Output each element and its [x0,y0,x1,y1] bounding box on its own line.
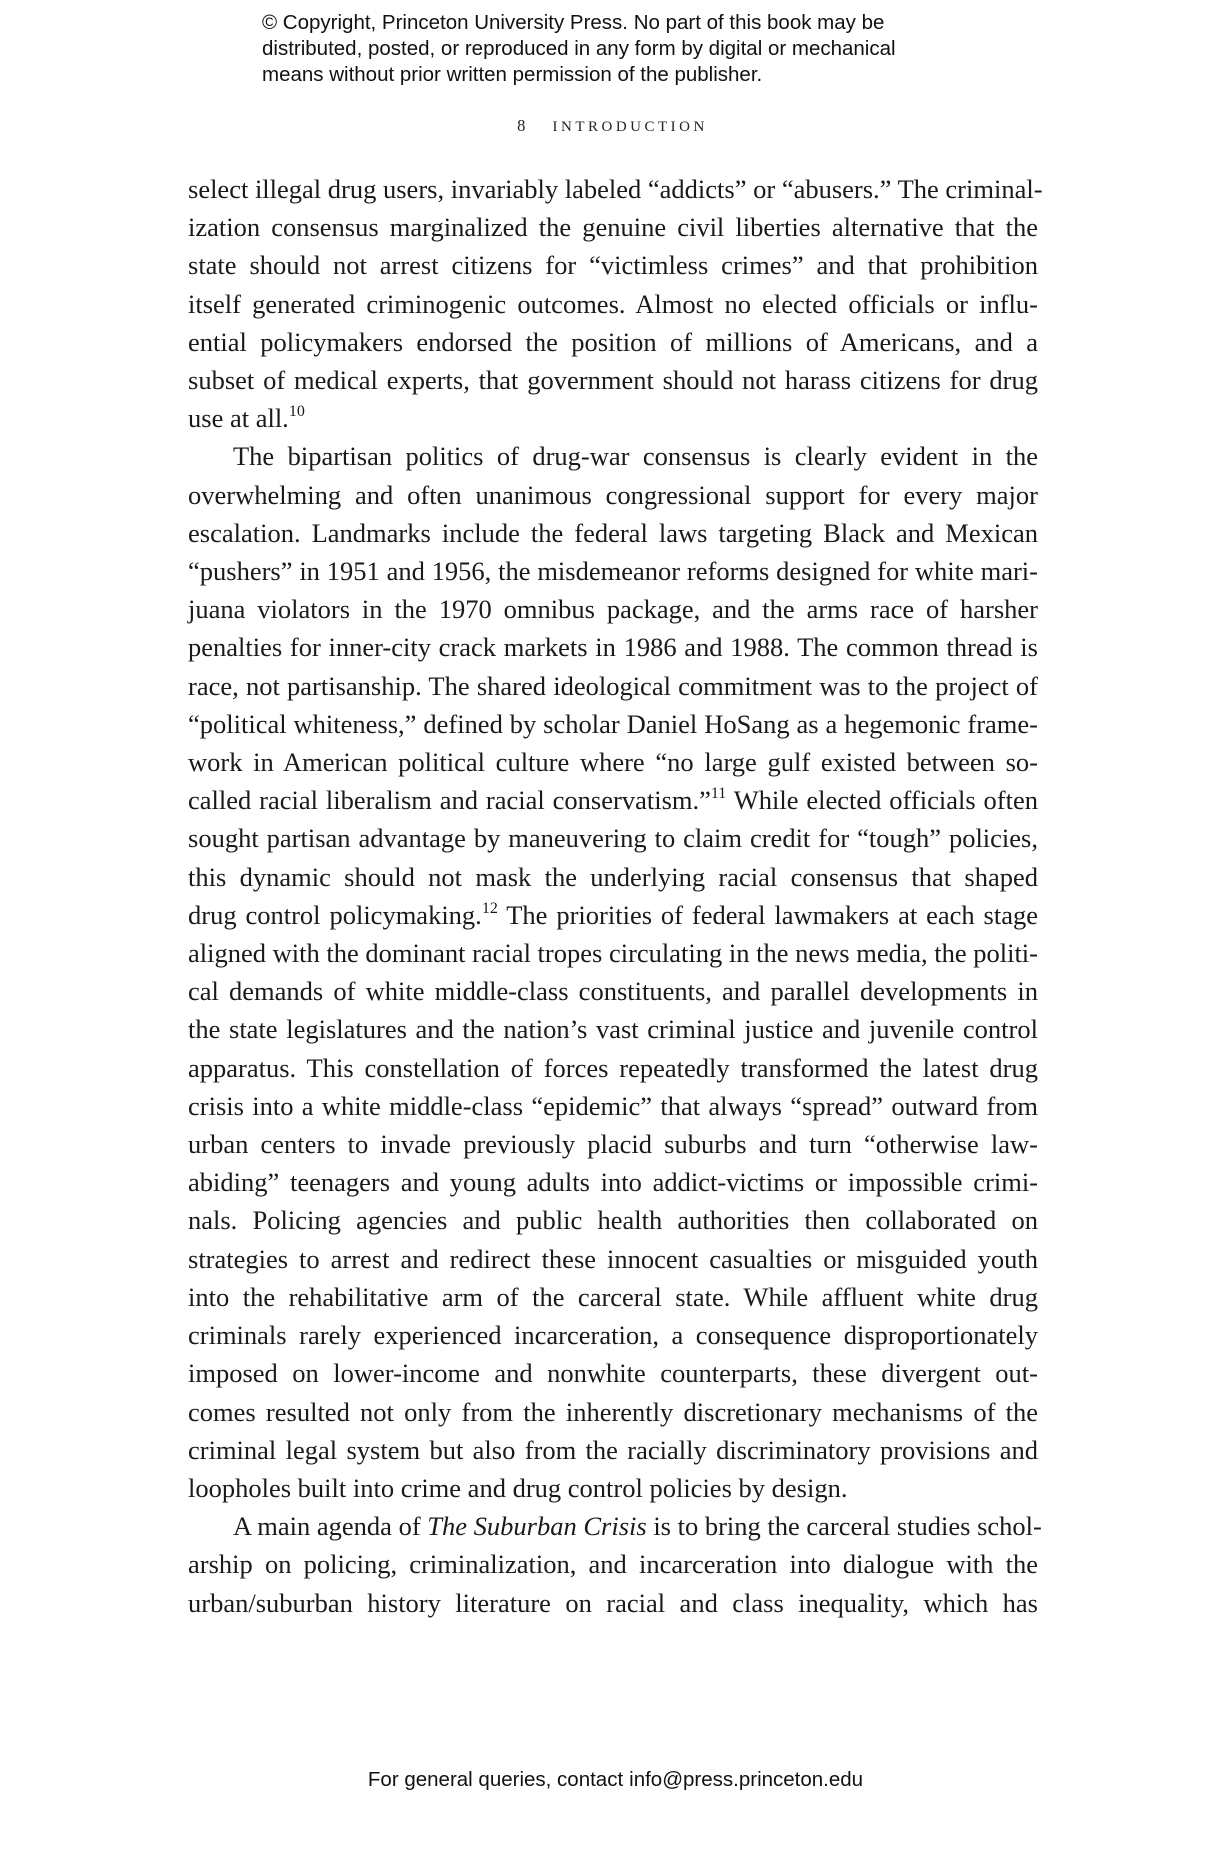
text-line: work in American political culture where “no large gulf existed between so- [188,747,1038,778]
text-line: aligned with the dominant racial tropes circulating in the news media, the politi- [188,938,1038,969]
text-line: sought partisan advantage by maneuvering to claim credit for “tough” policies, [188,823,1038,854]
body-text [188,170,1043,1622]
text-line: this dynamic should not mask the underlying racial consensus that shaped [188,861,1038,892]
text-line: penalties for inner-city crack markets in 1986 and 1988. The common thread is [188,632,1038,663]
text-line: criminals rarely experienced incarceration, a consequence disproportionately [188,1320,1038,1351]
text-line: select illegal drug users, invariably labeled “addicts” or “abusers.” The criminal- [188,174,1043,204]
section-title: introduction [552,112,708,136]
text-segment: is to bring the carceral studies schol- [646,1511,1042,1542]
paragraph [188,437,1038,1507]
copyright-line: © Copyright, Princeton University Press. No part of this book may be [262,11,885,34]
text-line: into the rehabilitative arm of the carceral state. While affluent white drug [188,1281,1038,1312]
page-number: 8 [517,116,527,135]
text-line: juana violators in the 1970 omnibus package, and the arms race of harsher [188,594,1038,625]
footer-label: For general queries, contact [367,1768,624,1791]
text-segment: A main agenda of [233,1511,428,1542]
footer [0,1768,1225,1792]
text-line: race, not partisanship. The shared ideological commitment was to the project of [188,670,1038,701]
copyright-line: distributed, posted, or reproduced in any form by digital or mechanical [262,37,896,60]
text-line: urban/suburban history literature on racial and class inequality, which has [188,1587,1038,1618]
text-line: “pushers” in 1951 and 1956, the misdemeanor reforms designed for white mari- [188,556,1038,587]
footnote-marker[interactable]: 10 [288,403,305,421]
paragraph [188,1507,1042,1622]
book-title: The Suburban Crisis [427,1511,647,1542]
running-head [0,112,1225,137]
text-line: apparatus. This constellation of forces repeatedly transformed the latest drug [188,1052,1038,1083]
text-segment: use at all. [188,403,289,434]
text-line: criminal legal system but also from the racially discriminatory provisions and [188,1434,1038,1465]
text-line [188,781,1038,819]
text-line: overwhelming and often unanimous congressional support for every major [188,479,1038,510]
text-line: urban centers to invade previously placid suburbs and turn “otherwise law- [188,1129,1038,1160]
footnote-marker[interactable]: 11 [710,785,727,803]
text-segment: drug control policymaking. [188,899,482,930]
text-line: ential policymakers endorsed the position of millions of Americans, and a [188,326,1038,357]
text-line: escalation. Landmarks include the federal laws targeting Black and Mexican [188,517,1038,548]
text-line: crisis into a white middle-class “epidemic” that always “spread” outward from [188,1090,1038,1121]
text-line: abiding” teenagers and young adults into addict-victims or impossible crimi- [188,1167,1038,1198]
text-line: cal demands of white middle-class constituents, and parallel developments in [188,976,1038,1007]
text-line: subset of medical experts, that government should not harass citizens for drug [188,365,1038,396]
text-line: itself generated criminogenic outcomes. Almost no elected officials or influ- [188,288,1038,319]
text-line: imposed on lower-income and nonwhite counterparts, these divergent out- [188,1358,1038,1389]
text-line [188,896,1038,934]
text-line: comes resulted not only from the inherently discretionary mechanisms of the [188,1396,1038,1427]
copyright-notice [262,10,982,88]
paragraph [188,170,1043,437]
text-segment: While elected officials often [726,785,1038,816]
text-line [188,399,1038,437]
text-line: The bipartisan politics of drug-war consensus is clearly evident in the [233,441,1038,472]
text-line: nals. Policing agencies and public health authorities then collaborated on [188,1205,1038,1236]
text-line: loopholes built into crime and drug control policies by design. [188,1472,848,1503]
contact-email-link[interactable]: info@press.princeton.edu [629,1768,864,1791]
text-segment: The priorities of federal lawmakers at each stage [497,899,1038,930]
footnote-marker[interactable]: 12 [481,899,498,917]
text-line: ization consensus marginalized the genuine civil liberties alternative that the [188,212,1038,243]
text-line: arship on policing, criminalization, and incarceration into dialogue with the [188,1549,1038,1580]
text-line [188,1507,1042,1545]
text-line: the state legislatures and the nation’s vast criminal justice and juvenile control [188,1014,1038,1045]
text-segment: called racial liberalism and racial conservatism.” [188,785,711,816]
text-line: “political whiteness,” defined by scholar Daniel HoSang as a hegemonic frame- [188,708,1038,739]
text-line: strategies to arrest and redirect these innocent casualties or misguided youth [188,1243,1038,1274]
text-line: state should not arrest citizens for “victimless crimes” and that prohibition [188,250,1038,281]
copyright-line: means without prior written permission of the publisher. [262,63,763,86]
